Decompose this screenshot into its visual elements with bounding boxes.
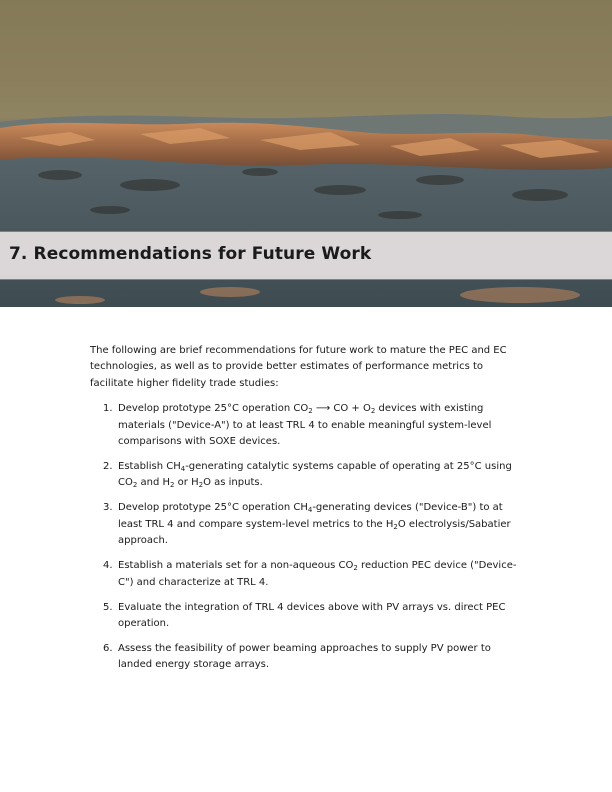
list-item bbox=[90, 459, 522, 492]
item-text: Develop prototype 25°C operation $CO_2$ ⟶ CO + $O_2$ devices with existing materials ("Device-A") to at least TRL 4 to enable meaningful system-level comparisons with SOXE devices. bbox=[118, 403, 492, 448]
list-item bbox=[90, 500, 522, 549]
list-item bbox=[90, 600, 522, 633]
section-heading bbox=[9, 244, 371, 264]
recommendations-list bbox=[90, 401, 522, 674]
item-number: 5. bbox=[103, 601, 113, 613]
item-text: Develop prototype 25°C operation $CH_4$-generating devices ("Device-B") to at least TRL 4 and compare system-level metrics to the $H_2O$ electrolysis/Sabatier approach. bbox=[118, 502, 511, 547]
item-number: 2. bbox=[103, 461, 113, 473]
section-number: 7. bbox=[9, 244, 28, 264]
item-text: Establish a materials set for a non-aqueous $CO_2$ reduction PEC device ("Device-C") and characterize at TRL 4. bbox=[118, 560, 517, 588]
item-text: Evaluate the integration of TRL 4 devices above with PV arrays vs. direct PEC operation. bbox=[118, 601, 506, 630]
item-text: Assess the feasibility of power beaming approaches to supply PV power to landed energy storage arrays. bbox=[118, 643, 491, 671]
section-title: Recommendations for Future Work bbox=[33, 244, 372, 264]
item-number: 6. bbox=[103, 643, 113, 655]
section-title-band bbox=[0, 231, 612, 280]
list-item bbox=[90, 401, 522, 450]
item-number: 1. bbox=[103, 403, 113, 415]
list-item bbox=[90, 641, 522, 674]
item-text: Establish $CH_4$-generating catalytic systems capable of operating at 25°C using $CO_2$ and $H_2$ or $H_2O$ as inputs. bbox=[118, 461, 512, 490]
list-item bbox=[90, 558, 522, 591]
intro-paragraph: The following are brief recommendations for future work to mature the PEC and EC technologies, as well as to provide better estimates of performance metrics to facilitate higher fidelity trade studies: bbox=[90, 345, 507, 389]
item-number: 4. bbox=[103, 560, 113, 572]
body-text bbox=[90, 343, 522, 682]
item-number: 3. bbox=[103, 502, 113, 514]
